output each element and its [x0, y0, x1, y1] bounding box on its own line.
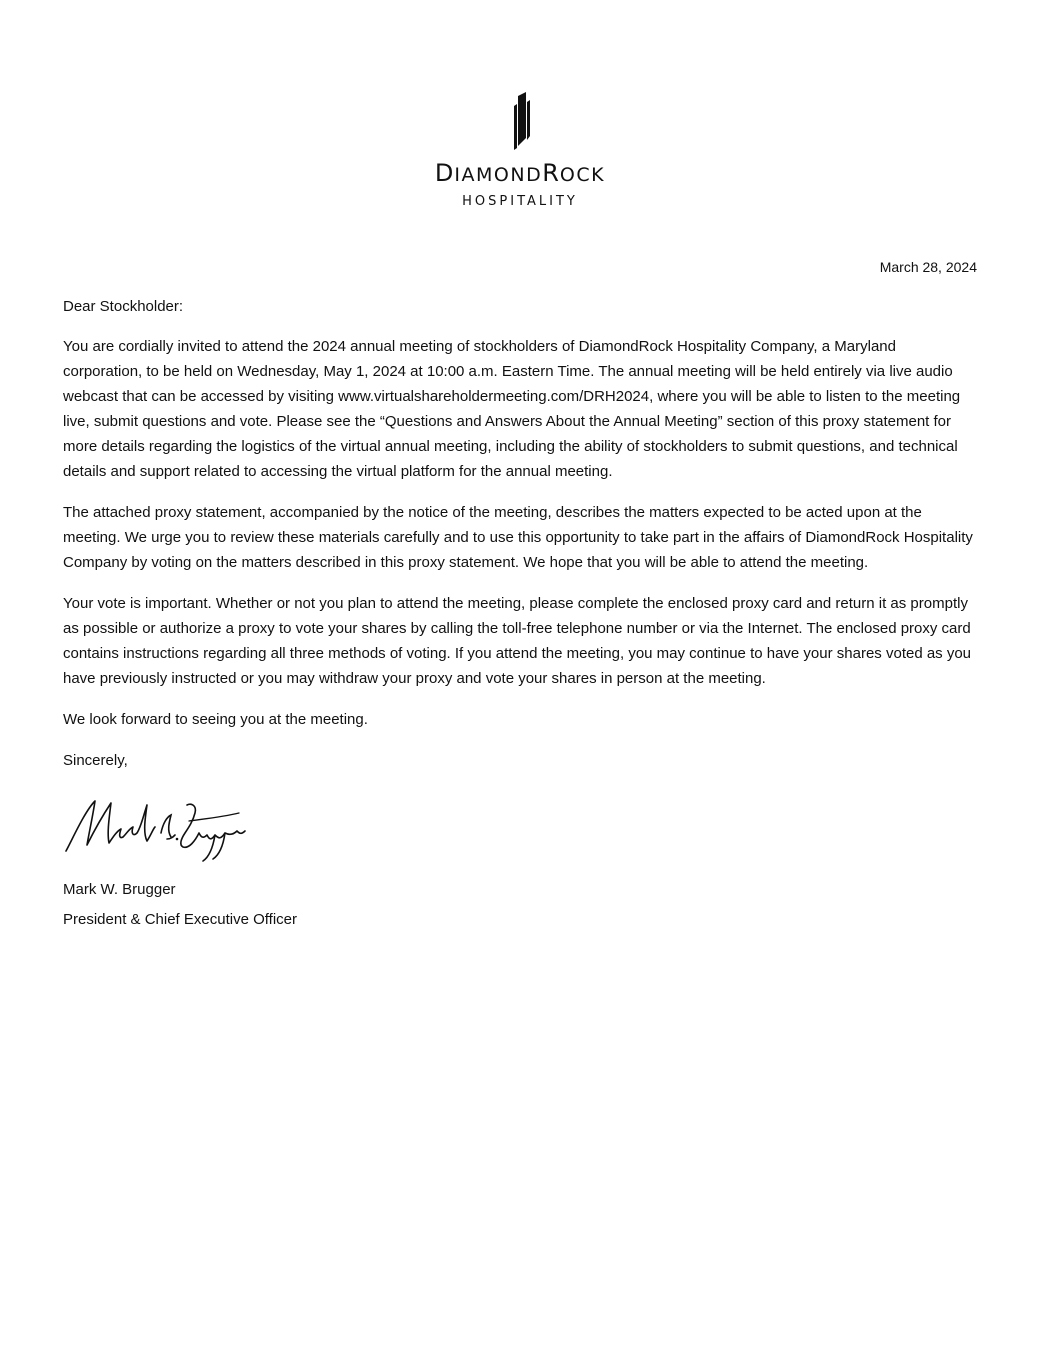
letter-body [63, 294, 979, 935]
letter-date: March 28, 2024 [879, 259, 977, 275]
paragraph-vote-important: Your vote is important. Whether or not you plan to attend the meeting, please complete the enclosed proxy card and return it as promptly as possible or authorize a proxy to vote your shares by calling the toll-free telephone number or via the Internet. The enclosed proxy card contains instructions regarding all three methods of voting. If you attend the meeting, you may continue to have your shares voted as you have previously instructed or you may withdraw your proxy and vote your shares in person at the meeting. [63, 595, 972, 687]
company-name-initial-d: D [434, 159, 455, 187]
diamond-rock-logo-icon [500, 92, 540, 152]
company-name-part-2: OCK [559, 164, 606, 186]
company-name-part-1: IAMOND [454, 164, 543, 186]
handwritten-signature [63, 793, 248, 863]
company-name-initial-r: R [542, 159, 560, 187]
signer-name: Mark W. Brugger [63, 881, 176, 898]
signer-title: President & Chief Executive Officer [63, 911, 297, 928]
company-logo [0, 92, 1040, 209]
signer-block [63, 875, 979, 935]
salutation: Dear Stockholder: [63, 298, 184, 315]
paragraph-invitation: You are cordially invited to attend the 2024 annual meeting of stockholders of DiamondRock Hospitality Company, a Maryland corporation, to be held on Wednesday, May 1, 2024 at 10:00 a.m. Eastern Time. The annual meeting will be held entirely via live audio webcast that can be accessed by visiting www.virtualshareholdermeeting.com/DRH2024, where you will be able to listen to the meeting live, submit questions and vote. Please see the “Questions and Answers About the Annual Meeting” section of this proxy statement for more details regarding the logistics of the virtual annual meeting, including the ability of stockholders to submit questions, and technical details and support related to accessing the virtual platform for the annual meeting. [63, 338, 961, 480]
company-subtitle: HOSPITALITY [462, 194, 578, 209]
company-name [0, 160, 1040, 188]
paragraph-look-forward: We look forward to seeing you at the meeting. [63, 711, 368, 728]
closing: Sincerely, [63, 752, 128, 769]
paragraph-proxy-statement: The attached proxy statement, accompanied by the notice of the meeting, describes the matters expected to be acted upon at the meeting. We urge you to review these materials carefully and to use this opportunity to take part in the affairs of DiamondRock Hospitality Company by voting on the matters described in this proxy statement. We hope that you will be able to attend the meeting. [63, 504, 973, 571]
